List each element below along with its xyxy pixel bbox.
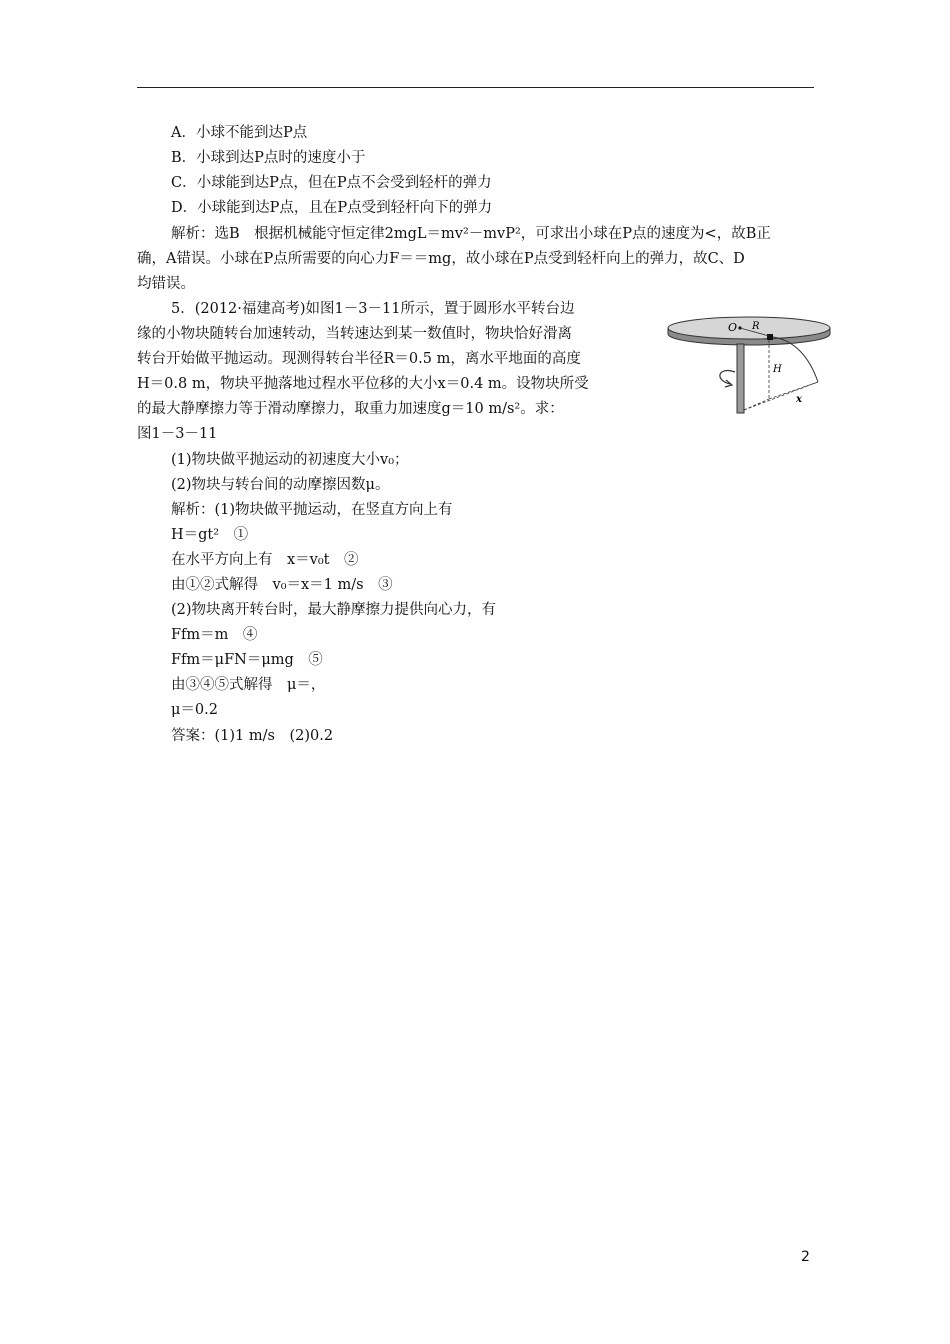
turntable-figure [666, 306, 832, 416]
equation-2: 在水平方向上有 x＝v₀t ② [171, 552, 359, 568]
answer: 答案：(1)1 m/s (2)0.2 [171, 728, 334, 744]
label-r: R [752, 321, 760, 332]
problem-line: 的最大静摩擦力等于滑动摩擦力，取重力加速度g＝10 m/s²。求： [137, 401, 564, 417]
option-b: B．小球到达P点时的速度小于 [171, 150, 366, 166]
question-1: (1)物块做平抛运动的初速度大小v₀； [171, 452, 409, 468]
equation-4: Ffm＝m ④ [171, 627, 258, 643]
problem-line: 5．(2012·福建高考)如图1－3－11所示，置于圆形水平转台边 [171, 301, 575, 317]
page-number: 2 [801, 1249, 810, 1265]
solution-line: 解析：(1)物块做平抛运动，在竖直方向上有 [171, 502, 453, 518]
figure-caption: 图1－3－11 [137, 426, 218, 442]
solution-line: 由③④⑤式解得 μ＝， [171, 677, 326, 693]
option-d: D．小球能到达P点，且在P点受到轻杆向下的弹力 [171, 200, 493, 216]
solution-line: μ＝0.2 [171, 702, 218, 718]
analysis-line: 确，A错误。小球在P点所需要的向心力F＝＝mg，故小球在P点受到轻杆向上的弹力，故C、D [137, 251, 745, 267]
option-a: A．小球不能到达P点 [171, 125, 308, 141]
equation-5: Ffm＝μFN＝μmg ⑤ [171, 652, 323, 668]
label-h: H [773, 364, 782, 375]
option-c: C．小球能到达P点，但在P点不会受到轻杆的弹力 [171, 175, 492, 191]
question-2: (2)物块与转台间的动摩擦因数μ。 [171, 477, 390, 493]
problem-line: 缘的小物块随转台加速转动，当转速达到某一数值时，物块恰好滑离 [137, 326, 572, 342]
header-rule [137, 87, 814, 88]
problem-line: 转台开始做平抛运动。现测得转台半径R＝0.5 m，离水平地面的高度 [137, 351, 581, 367]
problem-line: H＝0.8 m，物块平抛落地过程水平位移的大小x＝0.4 m。设物块所受 [137, 376, 589, 392]
equation-3: 由①②式解得 v₀＝x＝1 m/s ③ [171, 577, 393, 593]
analysis-line: 解析：选B 根据机械能守恒定律2mgL＝mv²－mvP²，可求出小球在P点的速度为<，故B正 [171, 226, 771, 242]
equation-1: H＝gt² ① [171, 527, 249, 543]
solution-line: (2)物块离开转台时，最大静摩擦力提供向心力，有 [171, 602, 497, 618]
analysis-line: 均错误。 [137, 276, 195, 292]
label-x: x [796, 394, 802, 405]
label-o: O [728, 321, 738, 334]
